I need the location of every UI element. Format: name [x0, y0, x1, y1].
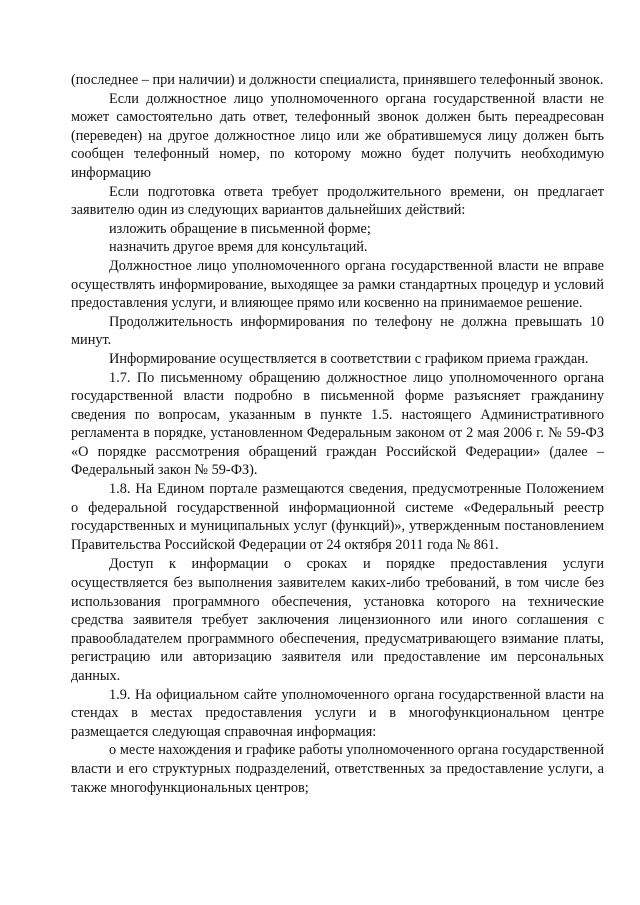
list-item-written-form: изложить обращение в письменной форме;	[109, 220, 371, 237]
list-item-location-schedule: о месте нахождения и графике работы уполномоченного органа государственной власти и его структурных подразделений, ответственных за предоставление услуги, а также многофункциональных центров;	[71, 742, 604, 796]
list-item-other-time: назначить другое время для консультаций.	[109, 239, 368, 256]
paragraph-official-limits: Должностное лицо уполномоченного органа государственной власти не вправе осуществлять информирование, выходящее за рамки стандартных процедур и условий предоставления услуги, и влияющее прямо или косвенно на принимаемое решение.	[71, 257, 604, 312]
paragraph-call-redirect: Если должностное лицо уполномоченного органа государственной власти не может самостоятельно дать ответ, телефонный звонок должен быть переадресован (переведен) на другое должностное лицо или же обратившемуся лицу должен быть сообщен телефонный номер, по которому можно будет получить необходимую информацию	[71, 90, 604, 181]
paragraph-section-1-8: 1.8. На Едином портале размещаются сведения, предусмотренные Положением о федеральной государственной информационной системе «Федеральный реестр государственных и муниципальных услуг (функций)», утвержденным постановлением Правительства Российской Федерации от 24 октября 2011 года № 861.	[71, 481, 604, 553]
paragraph-section-1-9: 1.9. На официальном сайте уполномоченного органа государственной власти на стендах в местах предоставления услуги и в многофункциональном центре размещается следующая справочная информация:	[71, 686, 604, 740]
paragraph-access-info: Доступ к информации о сроках и порядке предоставления услуги осуществляется без выполнения заявителем каких-либо требований, в том числе без использования программного обеспечения, установка которого на технические средства заявителя требует заключения лицензионного или иного соглашения с правообладателем программного обеспечения, предусматривающего взимание платы, регистрацию или авторизацию заявителя или предоставление им персональных данных.	[71, 556, 604, 684]
paragraph-schedule: Информирование осуществляется в соответствии с графиком приема граждан.	[109, 350, 589, 367]
paragraph-section-1-7: 1.7. По письменному обращению должностное лицо уполномоченного органа государственной власти подробно в письменной форме разъясняет гражданину сведения по вопросам, указанным в пункте 1.5. настоящего Административного регламента в порядке, установленном Федеральным законом от 2 мая 2006 г. № 59-ФЗ «О порядке рассмотрения обращений граждан Российской Федерации» (далее – Федеральный закон № 59-ФЗ).	[71, 369, 604, 479]
paragraph-phone-duration: Продолжительность информирования по телефону не должна превышать 10 минут.	[71, 313, 604, 349]
paragraph-long-answer: Если подготовка ответа требует продолжительного времени, он предлагает заявителю один из следующих вариантов дальнейших действий:	[71, 183, 604, 219]
paragraph-specialist-name: (последнее – при наличии) и должности специалиста, принявшего телефонный звонок.	[71, 72, 604, 88]
